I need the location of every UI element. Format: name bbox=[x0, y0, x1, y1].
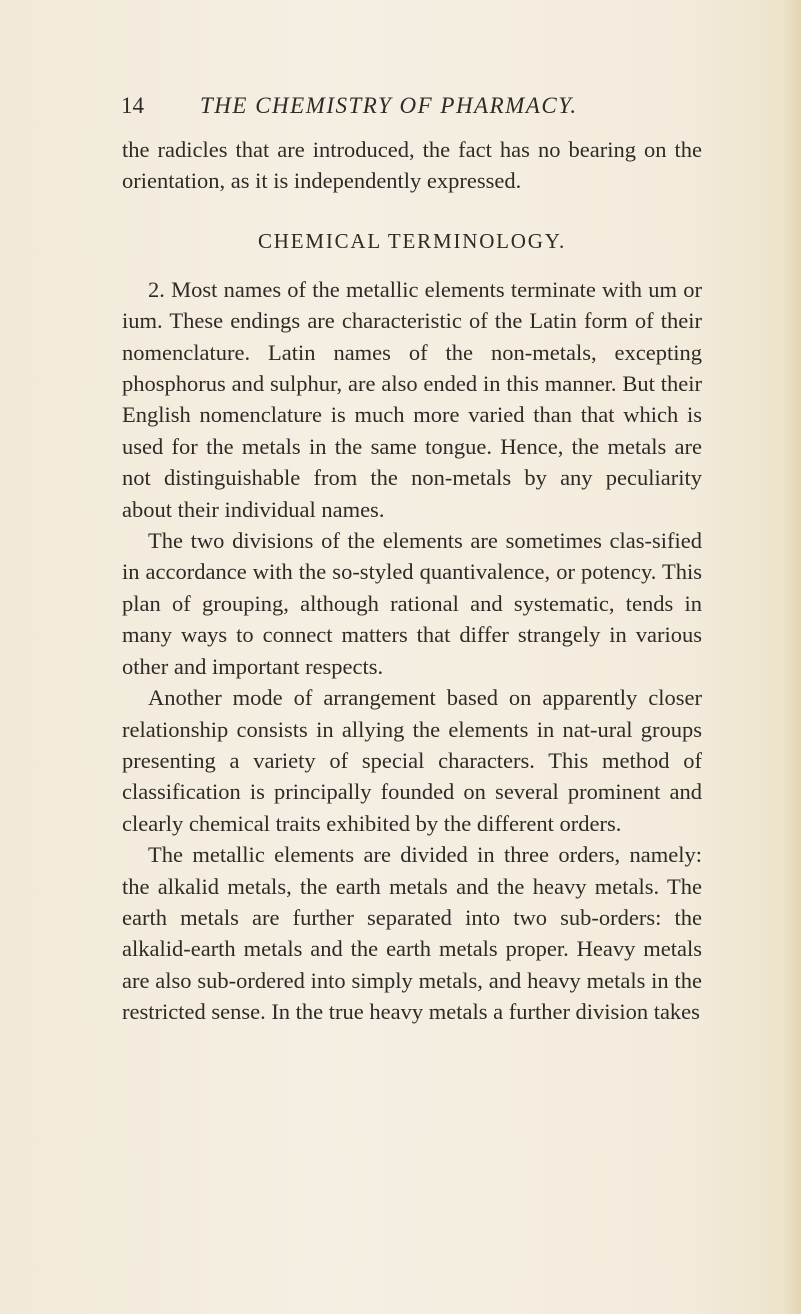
paragraph-natural-groups: Another mode of arrangement based on apparently closer relationship consists in allying the elements in nat-ural groups presenting a variety of special characters. This method of classification is principally founded on several prominent and clearly chemical traits exhibited by the different orders. bbox=[122, 685, 702, 836]
paragraph-metallic-orders: The metallic elements are divided in three orders, namely: the alkalid metals, the earth metals and the heavy metals. The earth metals are further separated into two sub-orders: the alkalid-earth metals and the earth metals proper. Heavy metals are also sub-ordered into simply metals, and heavy metals in the restricted sense. In the true heavy metals a further division takes bbox=[122, 842, 702, 1025]
page-header bbox=[0, 93, 801, 123]
page-number: 14 bbox=[121, 93, 144, 118]
running-title: THE CHEMISTRY OF PHARMACY. bbox=[200, 93, 578, 118]
section-heading: CHEMICAL TERMINOLOGY. bbox=[257, 228, 567, 253]
page-body bbox=[122, 134, 702, 1028]
paragraph-terminology: 2. Most names of the metallic elements terminate with um or ium. These endings are characteristic of the Latin form of their nomenclature. Latin names of the non-metals, excepting phosphorus and sulphur, are also ended in this manner. But their English nomenclature is much more varied than that which is used for the metals in the same tongue. Hence, the metals are not distinguishable from the non-metals by any peculiarity about their individual names. bbox=[122, 276, 702, 522]
opening-paragraph: the radicles that are introduced, the fact has no bearing on the orientation, as it is independently expressed. bbox=[122, 137, 702, 194]
page-edge-shadow bbox=[783, 0, 801, 1314]
paragraph-quantivalence: The two divisions of the elements are sometimes clas-sified in accordance with the so-styled quantivalence, or potency. This plan of grouping, although rational and systematic, tends in many ways to connect matters that differ strangely in various other and important respects. bbox=[122, 528, 702, 679]
